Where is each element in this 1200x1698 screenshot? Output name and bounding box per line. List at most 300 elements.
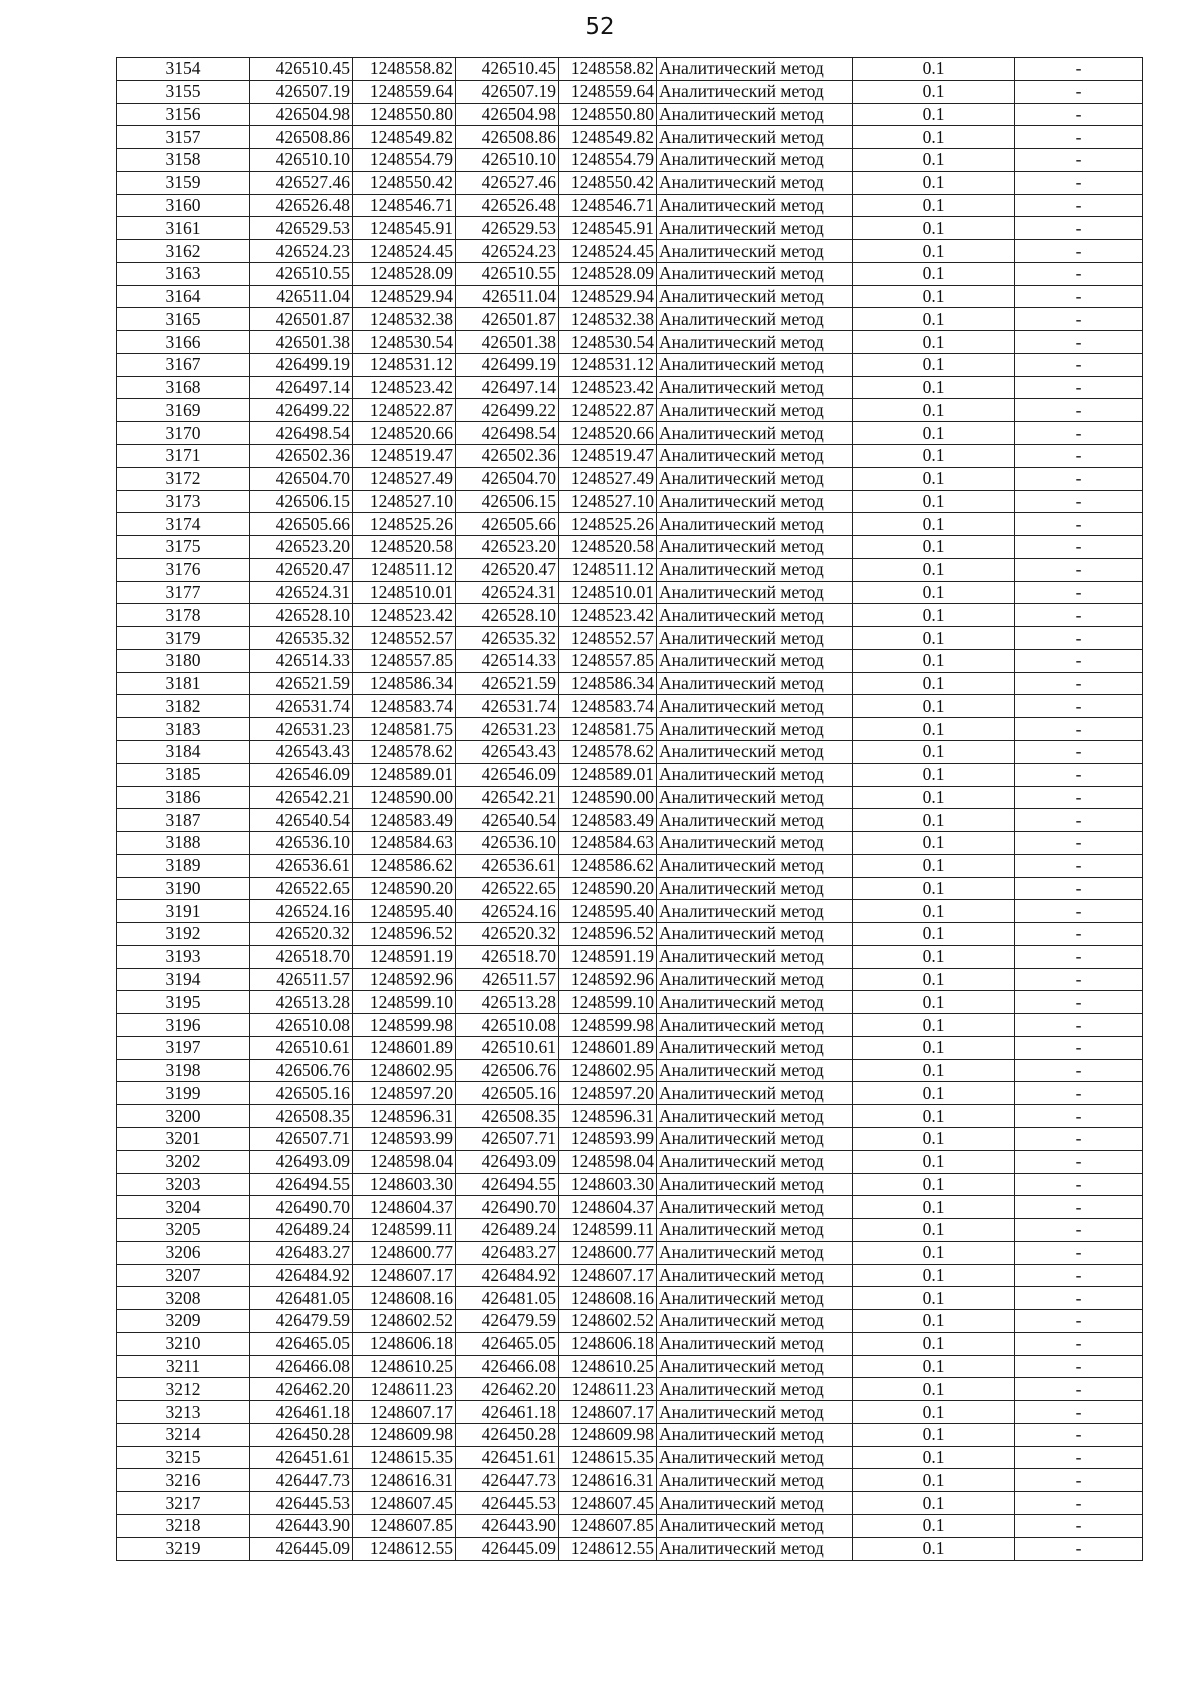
accuracy-cell: 0.1: [853, 126, 1015, 149]
point-number-cell: 3167: [117, 353, 250, 376]
point-number-cell: 3208: [117, 1287, 250, 1310]
point-number-cell: 3199: [117, 1082, 250, 1105]
method-cell: Аналитический метод: [657, 376, 853, 399]
table-row: [117, 1219, 1143, 1242]
method-cell: Аналитический метод: [657, 809, 853, 832]
x-coordinate-2-cell: 426540.54: [456, 809, 559, 832]
note-cell: -: [1015, 1014, 1143, 1037]
table-row: [117, 58, 1143, 81]
note-cell: -: [1015, 672, 1143, 695]
table-row: [117, 445, 1143, 468]
x-coordinate-cell: 426461.18: [250, 1401, 353, 1424]
accuracy-cell: 0.1: [853, 695, 1015, 718]
point-number-cell: 3185: [117, 763, 250, 786]
table-row: [117, 240, 1143, 263]
note-cell: -: [1015, 1310, 1143, 1333]
x-coordinate-2-cell: 426466.08: [456, 1355, 559, 1378]
y-coordinate-2-cell: 1248527.49: [559, 467, 657, 490]
note-cell: -: [1015, 1423, 1143, 1446]
y-coordinate-cell: 1248532.38: [353, 308, 456, 331]
y-coordinate-2-cell: 1248616.31: [559, 1469, 657, 1492]
point-number-cell: 3200: [117, 1105, 250, 1128]
point-number-cell: 3212: [117, 1378, 250, 1401]
point-number-cell: 3217: [117, 1492, 250, 1515]
y-coordinate-2-cell: 1248609.98: [559, 1423, 657, 1446]
y-coordinate-cell: 1248606.18: [353, 1332, 456, 1355]
note-cell: -: [1015, 695, 1143, 718]
x-coordinate-2-cell: 426505.66: [456, 513, 559, 536]
method-cell: Аналитический метод: [657, 718, 853, 741]
note-cell: -: [1015, 217, 1143, 240]
note-cell: -: [1015, 854, 1143, 877]
y-coordinate-2-cell: 1248527.10: [559, 490, 657, 513]
method-cell: Аналитический метод: [657, 1310, 853, 1333]
note-cell: -: [1015, 786, 1143, 809]
x-coordinate-2-cell: 426546.09: [456, 763, 559, 786]
y-coordinate-cell: 1248596.31: [353, 1105, 456, 1128]
table-row: [117, 1469, 1143, 1492]
note-cell: -: [1015, 513, 1143, 536]
table-row: [117, 1264, 1143, 1287]
y-coordinate-2-cell: 1248558.82: [559, 58, 657, 81]
y-coordinate-2-cell: 1248602.52: [559, 1310, 657, 1333]
method-cell: Аналитический метод: [657, 285, 853, 308]
y-coordinate-2-cell: 1248581.75: [559, 718, 657, 741]
y-coordinate-cell: 1248598.04: [353, 1150, 456, 1173]
accuracy-cell: 0.1: [853, 1241, 1015, 1264]
x-coordinate-cell: 426443.90: [250, 1515, 353, 1538]
x-coordinate-2-cell: 426531.74: [456, 695, 559, 718]
x-coordinate-2-cell: 426510.55: [456, 262, 559, 285]
point-number-cell: 3210: [117, 1332, 250, 1355]
y-coordinate-cell: 1248552.57: [353, 627, 456, 650]
x-coordinate-2-cell: 426535.32: [456, 627, 559, 650]
table-row: [117, 149, 1143, 172]
note-cell: -: [1015, 1378, 1143, 1401]
x-coordinate-cell: 426524.31: [250, 581, 353, 604]
point-number-cell: 3173: [117, 490, 250, 513]
x-coordinate-2-cell: 426507.71: [456, 1127, 559, 1150]
accuracy-cell: 0.1: [853, 649, 1015, 672]
point-number-cell: 3159: [117, 171, 250, 194]
method-cell: Аналитический метод: [657, 695, 853, 718]
x-coordinate-2-cell: 426445.09: [456, 1537, 559, 1560]
method-cell: Аналитический метод: [657, 240, 853, 263]
method-cell: Аналитический метод: [657, 194, 853, 217]
x-coordinate-cell: 426502.36: [250, 445, 353, 468]
accuracy-cell: 0.1: [853, 1355, 1015, 1378]
x-coordinate-cell: 426531.74: [250, 695, 353, 718]
accuracy-cell: 0.1: [853, 627, 1015, 650]
y-coordinate-2-cell: 1248597.20: [559, 1082, 657, 1105]
accuracy-cell: 0.1: [853, 1036, 1015, 1059]
x-coordinate-2-cell: 426489.24: [456, 1219, 559, 1242]
accuracy-cell: 0.1: [853, 1196, 1015, 1219]
table-row: [117, 672, 1143, 695]
table-row: [117, 1537, 1143, 1560]
accuracy-cell: 0.1: [853, 217, 1015, 240]
method-cell: Аналитический метод: [657, 786, 853, 809]
method-cell: Аналитический метод: [657, 513, 853, 536]
y-coordinate-cell: 1248554.79: [353, 149, 456, 172]
accuracy-cell: 0.1: [853, 968, 1015, 991]
point-number-cell: 3201: [117, 1127, 250, 1150]
y-coordinate-cell: 1248520.66: [353, 422, 456, 445]
method-cell: Аналитический метод: [657, 262, 853, 285]
table-row: [117, 854, 1143, 877]
table-row: [117, 877, 1143, 900]
point-number-cell: 3188: [117, 832, 250, 855]
y-coordinate-2-cell: 1248604.37: [559, 1196, 657, 1219]
note-cell: -: [1015, 1469, 1143, 1492]
coordinates-table: [116, 57, 1143, 1561]
x-coordinate-cell: 426510.08: [250, 1014, 353, 1037]
y-coordinate-2-cell: 1248610.25: [559, 1355, 657, 1378]
x-coordinate-cell: 426528.10: [250, 604, 353, 627]
method-cell: Аналитический метод: [657, 1264, 853, 1287]
y-coordinate-cell: 1248590.20: [353, 877, 456, 900]
x-coordinate-cell: 426529.53: [250, 217, 353, 240]
method-cell: Аналитический метод: [657, 1036, 853, 1059]
table-row: [117, 80, 1143, 103]
x-coordinate-cell: 426522.65: [250, 877, 353, 900]
y-coordinate-2-cell: 1248599.10: [559, 991, 657, 1014]
accuracy-cell: 0.1: [853, 467, 1015, 490]
point-number-cell: 3180: [117, 649, 250, 672]
y-coordinate-cell: 1248599.10: [353, 991, 456, 1014]
method-cell: Аналитический метод: [657, 558, 853, 581]
accuracy-cell: 0.1: [853, 1173, 1015, 1196]
y-coordinate-cell: 1248523.42: [353, 604, 456, 627]
note-cell: -: [1015, 171, 1143, 194]
x-coordinate-cell: 426542.21: [250, 786, 353, 809]
point-number-cell: 3179: [117, 627, 250, 650]
y-coordinate-cell: 1248527.10: [353, 490, 456, 513]
accuracy-cell: 0.1: [853, 308, 1015, 331]
table-row: [117, 968, 1143, 991]
method-cell: Аналитический метод: [657, 1446, 853, 1469]
note-cell: -: [1015, 900, 1143, 923]
y-coordinate-cell: 1248586.62: [353, 854, 456, 877]
note-cell: -: [1015, 832, 1143, 855]
note-cell: -: [1015, 1036, 1143, 1059]
table-row: [117, 923, 1143, 946]
x-coordinate-2-cell: 426501.87: [456, 308, 559, 331]
x-coordinate-2-cell: 426497.14: [456, 376, 559, 399]
table-row: [117, 1287, 1143, 1310]
y-coordinate-2-cell: 1248615.35: [559, 1446, 657, 1469]
method-cell: Аналитический метод: [657, 1196, 853, 1219]
x-coordinate-2-cell: 426524.23: [456, 240, 559, 263]
method-cell: Аналитический метод: [657, 923, 853, 946]
x-coordinate-cell: 426535.32: [250, 627, 353, 650]
y-coordinate-2-cell: 1248522.87: [559, 399, 657, 422]
x-coordinate-cell: 426540.54: [250, 809, 353, 832]
y-coordinate-cell: 1248595.40: [353, 900, 456, 923]
method-cell: Аналитический метод: [657, 353, 853, 376]
x-coordinate-2-cell: 426513.28: [456, 991, 559, 1014]
accuracy-cell: 0.1: [853, 581, 1015, 604]
table-row: [117, 1150, 1143, 1173]
note-cell: -: [1015, 1401, 1143, 1424]
x-coordinate-2-cell: 426511.04: [456, 285, 559, 308]
accuracy-cell: 0.1: [853, 1332, 1015, 1355]
table-row: [117, 695, 1143, 718]
accuracy-cell: 0.1: [853, 832, 1015, 855]
x-coordinate-cell: 426510.61: [250, 1036, 353, 1059]
point-number-cell: 3162: [117, 240, 250, 263]
note-cell: -: [1015, 80, 1143, 103]
accuracy-cell: 0.1: [853, 422, 1015, 445]
y-coordinate-cell: 1248525.26: [353, 513, 456, 536]
x-coordinate-2-cell: 426506.15: [456, 490, 559, 513]
accuracy-cell: 0.1: [853, 672, 1015, 695]
accuracy-cell: 0.1: [853, 877, 1015, 900]
y-coordinate-2-cell: 1248584.63: [559, 832, 657, 855]
y-coordinate-2-cell: 1248525.26: [559, 513, 657, 536]
table-row: [117, 1036, 1143, 1059]
note-cell: -: [1015, 763, 1143, 786]
table-row: [117, 126, 1143, 149]
accuracy-cell: 0.1: [853, 376, 1015, 399]
x-coordinate-2-cell: 426510.61: [456, 1036, 559, 1059]
method-cell: Аналитический метод: [657, 1173, 853, 1196]
method-cell: Аналитический метод: [657, 1059, 853, 1082]
note-cell: -: [1015, 1173, 1143, 1196]
y-coordinate-2-cell: 1248532.38: [559, 308, 657, 331]
note-cell: -: [1015, 1492, 1143, 1515]
table-row: [117, 649, 1143, 672]
y-coordinate-2-cell: 1248583.49: [559, 809, 657, 832]
note-cell: -: [1015, 1287, 1143, 1310]
y-coordinate-2-cell: 1248520.66: [559, 422, 657, 445]
accuracy-cell: 0.1: [853, 103, 1015, 126]
x-coordinate-cell: 426493.09: [250, 1150, 353, 1173]
table-row: [117, 1515, 1143, 1538]
point-number-cell: 3207: [117, 1264, 250, 1287]
y-coordinate-2-cell: 1248510.01: [559, 581, 657, 604]
y-coordinate-2-cell: 1248606.18: [559, 1332, 657, 1355]
table-row: [117, 171, 1143, 194]
accuracy-cell: 0.1: [853, 1264, 1015, 1287]
x-coordinate-cell: 426501.87: [250, 308, 353, 331]
method-cell: Аналитический метод: [657, 1332, 853, 1355]
table-row: [117, 1355, 1143, 1378]
point-number-cell: 3205: [117, 1219, 250, 1242]
y-coordinate-cell: 1248586.34: [353, 672, 456, 695]
point-number-cell: 3214: [117, 1423, 250, 1446]
method-cell: Аналитический метод: [657, 832, 853, 855]
x-coordinate-2-cell: 426523.20: [456, 536, 559, 559]
y-coordinate-2-cell: 1248520.58: [559, 536, 657, 559]
y-coordinate-2-cell: 1248590.00: [559, 786, 657, 809]
x-coordinate-2-cell: 426507.19: [456, 80, 559, 103]
x-coordinate-cell: 426462.20: [250, 1378, 353, 1401]
y-coordinate-cell: 1248523.42: [353, 376, 456, 399]
table-row: [117, 1196, 1143, 1219]
accuracy-cell: 0.1: [853, 786, 1015, 809]
table-row: [117, 353, 1143, 376]
table-row: [117, 308, 1143, 331]
y-coordinate-2-cell: 1248598.04: [559, 1150, 657, 1173]
method-cell: Аналитический метод: [657, 1014, 853, 1037]
table-row: [117, 536, 1143, 559]
x-coordinate-2-cell: 426451.61: [456, 1446, 559, 1469]
x-coordinate-cell: 426484.92: [250, 1264, 353, 1287]
note-cell: -: [1015, 490, 1143, 513]
table-row: [117, 376, 1143, 399]
y-coordinate-2-cell: 1248589.01: [559, 763, 657, 786]
accuracy-cell: 0.1: [853, 923, 1015, 946]
method-cell: Аналитический метод: [657, 80, 853, 103]
accuracy-cell: 0.1: [853, 991, 1015, 1014]
y-coordinate-cell: 1248520.58: [353, 536, 456, 559]
point-number-cell: 3187: [117, 809, 250, 832]
point-number-cell: 3192: [117, 923, 250, 946]
accuracy-cell: 0.1: [853, 513, 1015, 536]
point-number-cell: 3163: [117, 262, 250, 285]
point-number-cell: 3186: [117, 786, 250, 809]
point-number-cell: 3164: [117, 285, 250, 308]
point-number-cell: 3196: [117, 1014, 250, 1037]
x-coordinate-cell: 426499.19: [250, 353, 353, 376]
accuracy-cell: 0.1: [853, 149, 1015, 172]
x-coordinate-cell: 426451.61: [250, 1446, 353, 1469]
method-cell: Аналитический метод: [657, 1401, 853, 1424]
accuracy-cell: 0.1: [853, 1105, 1015, 1128]
note-cell: -: [1015, 126, 1143, 149]
x-coordinate-2-cell: 426536.10: [456, 832, 559, 855]
y-coordinate-cell: 1248519.47: [353, 445, 456, 468]
table-row: [117, 1105, 1143, 1128]
y-coordinate-cell: 1248610.25: [353, 1355, 456, 1378]
x-coordinate-2-cell: 426527.46: [456, 171, 559, 194]
y-coordinate-2-cell: 1248607.85: [559, 1515, 657, 1538]
point-number-cell: 3213: [117, 1401, 250, 1424]
y-coordinate-cell: 1248549.82: [353, 126, 456, 149]
x-coordinate-2-cell: 426493.09: [456, 1150, 559, 1173]
y-coordinate-2-cell: 1248523.42: [559, 376, 657, 399]
x-coordinate-2-cell: 426514.33: [456, 649, 559, 672]
method-cell: Аналитический метод: [657, 604, 853, 627]
note-cell: -: [1015, 353, 1143, 376]
y-coordinate-2-cell: 1248603.30: [559, 1173, 657, 1196]
note-cell: -: [1015, 103, 1143, 126]
note-cell: -: [1015, 1196, 1143, 1219]
accuracy-cell: 0.1: [853, 1127, 1015, 1150]
x-coordinate-cell: 426483.27: [250, 1241, 353, 1264]
x-coordinate-2-cell: 426494.55: [456, 1173, 559, 1196]
note-cell: -: [1015, 194, 1143, 217]
method-cell: Аналитический метод: [657, 877, 853, 900]
method-cell: Аналитический метод: [657, 627, 853, 650]
accuracy-cell: 0.1: [853, 194, 1015, 217]
y-coordinate-2-cell: 1248592.96: [559, 968, 657, 991]
accuracy-cell: 0.1: [853, 1014, 1015, 1037]
table-row: [117, 1173, 1143, 1196]
x-coordinate-cell: 426447.73: [250, 1469, 353, 1492]
x-coordinate-cell: 426510.45: [250, 58, 353, 81]
x-coordinate-2-cell: 426499.19: [456, 353, 559, 376]
accuracy-cell: 0.1: [853, 353, 1015, 376]
y-coordinate-cell: 1248615.35: [353, 1446, 456, 1469]
note-cell: -: [1015, 1059, 1143, 1082]
accuracy-cell: 0.1: [853, 1537, 1015, 1560]
y-coordinate-2-cell: 1248523.42: [559, 604, 657, 627]
method-cell: Аналитический метод: [657, 103, 853, 126]
table-row: [117, 1014, 1143, 1037]
x-coordinate-cell: 426508.86: [250, 126, 353, 149]
x-coordinate-2-cell: 426501.38: [456, 331, 559, 354]
x-coordinate-2-cell: 426524.16: [456, 900, 559, 923]
note-cell: -: [1015, 285, 1143, 308]
table-row: [117, 1332, 1143, 1355]
point-number-cell: 3219: [117, 1537, 250, 1560]
y-coordinate-2-cell: 1248612.55: [559, 1537, 657, 1560]
x-coordinate-cell: 426450.28: [250, 1423, 353, 1446]
y-coordinate-cell: 1248607.17: [353, 1401, 456, 1424]
point-number-cell: 3190: [117, 877, 250, 900]
method-cell: Аналитический метод: [657, 740, 853, 763]
point-number-cell: 3215: [117, 1446, 250, 1469]
table-row: [117, 627, 1143, 650]
table-row: [117, 513, 1143, 536]
table-row: [117, 1492, 1143, 1515]
x-coordinate-2-cell: 426465.05: [456, 1332, 559, 1355]
y-coordinate-cell: 1248550.80: [353, 103, 456, 126]
table-row: [117, 991, 1143, 1014]
x-coordinate-2-cell: 426510.45: [456, 58, 559, 81]
y-coordinate-cell: 1248545.91: [353, 217, 456, 240]
x-coordinate-2-cell: 426481.05: [456, 1287, 559, 1310]
method-cell: Аналитический метод: [657, 854, 853, 877]
note-cell: -: [1015, 1127, 1143, 1150]
x-coordinate-cell: 426518.70: [250, 945, 353, 968]
table-row: [117, 1446, 1143, 1469]
method-cell: Аналитический метод: [657, 126, 853, 149]
accuracy-cell: 0.1: [853, 1446, 1015, 1469]
note-cell: -: [1015, 1355, 1143, 1378]
method-cell: Аналитический метод: [657, 467, 853, 490]
method-cell: Аналитический метод: [657, 1082, 853, 1105]
note-cell: -: [1015, 445, 1143, 468]
x-coordinate-2-cell: 426522.65: [456, 877, 559, 900]
y-coordinate-cell: 1248590.00: [353, 786, 456, 809]
point-number-cell: 3175: [117, 536, 250, 559]
point-number-cell: 3171: [117, 445, 250, 468]
y-coordinate-cell: 1248600.77: [353, 1241, 456, 1264]
y-coordinate-2-cell: 1248611.23: [559, 1378, 657, 1401]
method-cell: Аналитический метод: [657, 1241, 853, 1264]
method-cell: Аналитический метод: [657, 763, 853, 786]
x-coordinate-2-cell: 426479.59: [456, 1310, 559, 1333]
x-coordinate-cell: 426514.33: [250, 649, 353, 672]
y-coordinate-cell: 1248528.09: [353, 262, 456, 285]
y-coordinate-cell: 1248599.98: [353, 1014, 456, 1037]
point-number-cell: 3174: [117, 513, 250, 536]
method-cell: Аналитический метод: [657, 399, 853, 422]
point-number-cell: 3202: [117, 1150, 250, 1173]
y-coordinate-2-cell: 1248511.12: [559, 558, 657, 581]
method-cell: Аналитический метод: [657, 672, 853, 695]
x-coordinate-2-cell: 426504.98: [456, 103, 559, 126]
method-cell: Аналитический метод: [657, 422, 853, 445]
x-coordinate-cell: 426506.15: [250, 490, 353, 513]
x-coordinate-cell: 426521.59: [250, 672, 353, 695]
y-coordinate-cell: 1248597.20: [353, 1082, 456, 1105]
y-coordinate-cell: 1248589.01: [353, 763, 456, 786]
y-coordinate-cell: 1248602.95: [353, 1059, 456, 1082]
